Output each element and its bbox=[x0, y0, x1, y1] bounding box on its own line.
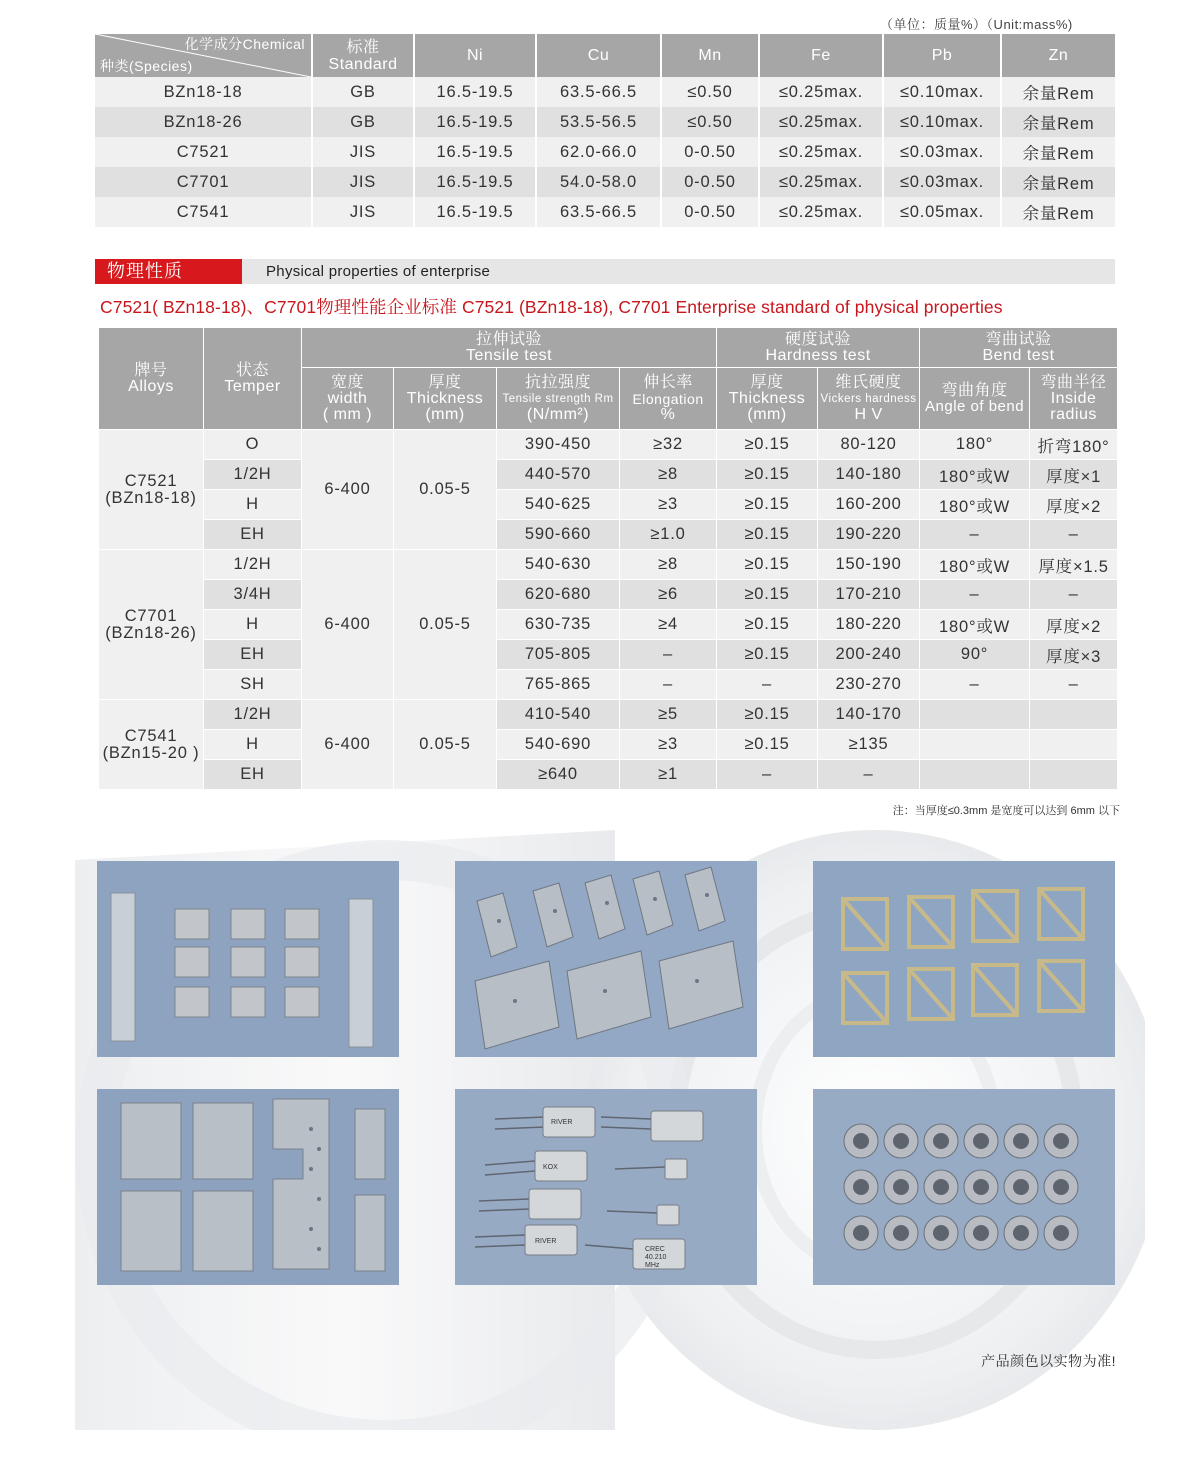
radius-cell: – bbox=[1030, 520, 1118, 550]
pb-header: Pb bbox=[883, 34, 1001, 77]
chem-cell-species: C7701 bbox=[95, 167, 312, 197]
angle-cell bbox=[920, 760, 1030, 790]
strength-cell: 410-540 bbox=[497, 700, 620, 730]
hv-cell: 200-240 bbox=[818, 640, 920, 670]
hv-cell: ≥135 bbox=[818, 730, 920, 760]
angle-cell bbox=[920, 700, 1030, 730]
temper-cell: H bbox=[204, 610, 302, 640]
temper-header: 状态 Temper bbox=[204, 328, 302, 430]
hthick-cell: ≥0.15 bbox=[717, 430, 818, 460]
hthick-cell: ≥0.15 bbox=[717, 610, 818, 640]
radius-cell: 厚度×3 bbox=[1030, 640, 1118, 670]
fe-header: Fe bbox=[759, 34, 883, 77]
photo-eyelets bbox=[813, 1089, 1115, 1285]
eyelet-hole bbox=[853, 1179, 869, 1195]
chem-cell-standard: JIS bbox=[312, 197, 414, 227]
hthick-cell: – bbox=[717, 760, 818, 790]
thickness-cell: 0.05-5 bbox=[394, 550, 497, 700]
radius-cell: 折弯180° bbox=[1030, 430, 1118, 460]
temper-cell: H bbox=[204, 730, 302, 760]
chem-cell-species: BZn18-18 bbox=[95, 77, 312, 107]
unit-note: （单位：质量%）（Unit:mass%) bbox=[880, 17, 1073, 32]
table-row bbox=[99, 640, 1118, 670]
chem-cell-mn: ≤0.50 bbox=[661, 107, 759, 137]
elong-cell: – bbox=[620, 640, 717, 670]
hthick-cell: – bbox=[717, 670, 818, 700]
chem-cell-pb: ≤0.10max. bbox=[883, 77, 1001, 107]
temper-cell: EH bbox=[204, 520, 302, 550]
table-row bbox=[99, 610, 1118, 640]
table-row bbox=[95, 197, 1115, 227]
chemical-composition-table bbox=[95, 34, 1115, 227]
table-row bbox=[99, 520, 1118, 550]
radius-cell: 厚度×1.5 bbox=[1030, 550, 1118, 580]
chem-cell-pb: ≤0.03max. bbox=[883, 137, 1001, 167]
width-cell: 6-400 bbox=[302, 700, 394, 790]
table-row bbox=[99, 580, 1118, 610]
elong-cell: ≥3 bbox=[620, 490, 717, 520]
crystal-label-3: RIVER bbox=[535, 1238, 557, 1245]
elong-cell: ≥8 bbox=[620, 550, 717, 580]
strength-cell: 765-865 bbox=[497, 670, 620, 700]
table-row bbox=[99, 700, 1118, 730]
width-cell: 6-400 bbox=[302, 430, 394, 550]
radius-cell: 厚度×2 bbox=[1030, 490, 1118, 520]
eyelet-hole bbox=[1013, 1225, 1029, 1241]
footnote: 注：当厚度≤0.3mm 是宽度可以达到 6mm 以下 bbox=[892, 805, 1120, 817]
hthick-cell: ≥0.15 bbox=[717, 700, 818, 730]
standard-header: 标准 Standard bbox=[312, 34, 414, 77]
alloys-header: 牌号 Alloys bbox=[99, 328, 204, 430]
chem-cell-mn: ≤0.50 bbox=[661, 77, 759, 107]
hthick-cell: ≥0.15 bbox=[717, 730, 818, 760]
elong-cell: ≥5 bbox=[620, 700, 717, 730]
angle-cell bbox=[920, 730, 1030, 760]
hv-cell: 80-120 bbox=[818, 430, 920, 460]
temper-cell: 1/2H bbox=[204, 460, 302, 490]
chem-cell-ni: 16.5-19.5 bbox=[414, 197, 536, 227]
inside-radius-header: 弯曲半径 Inside radius bbox=[1030, 368, 1118, 430]
thickness-header: 厚度 Thickness (mm) bbox=[394, 368, 497, 430]
chem-cell-ni: 16.5-19.5 bbox=[414, 137, 536, 167]
hthick-cell: ≥0.15 bbox=[717, 640, 818, 670]
physical-properties-table bbox=[98, 327, 1118, 790]
table-row bbox=[99, 760, 1118, 790]
eyelet-hole bbox=[933, 1133, 949, 1149]
eyelet-hole bbox=[973, 1225, 989, 1241]
chem-cell-pb: ≤0.10max. bbox=[883, 107, 1001, 137]
angle-cell: 180°或W bbox=[920, 610, 1030, 640]
chem-cell-pb: ≤0.03max. bbox=[883, 167, 1001, 197]
temper-cell: O bbox=[204, 430, 302, 460]
elong-cell: ≥32 bbox=[620, 430, 717, 460]
radius-cell: 厚度×2 bbox=[1030, 610, 1118, 640]
hv-cell: 140-180 bbox=[818, 460, 920, 490]
radius-cell bbox=[1030, 730, 1118, 760]
chem-cell-zn: 余量Rem bbox=[1001, 167, 1115, 197]
chem-cell-standard: JIS bbox=[312, 137, 414, 167]
chem-cell-species: BZn18-26 bbox=[95, 107, 312, 137]
angle-cell: 180°或W bbox=[920, 550, 1030, 580]
chem-cell-mn: 0-0.50 bbox=[661, 167, 759, 197]
chem-cell-zn: 余量Rem bbox=[1001, 197, 1115, 227]
eyelet-hole bbox=[853, 1225, 869, 1241]
hthick-cell: ≥0.15 bbox=[717, 490, 818, 520]
strength-cell: 440-570 bbox=[497, 460, 620, 490]
table-row bbox=[99, 490, 1118, 520]
angle-cell: 180°或W bbox=[920, 460, 1030, 490]
alloy-sub: (BZn18-26) bbox=[105, 623, 197, 642]
alloy-cell bbox=[99, 700, 204, 790]
strength-cell: 540-625 bbox=[497, 490, 620, 520]
hv-cell: 140-170 bbox=[818, 700, 920, 730]
zn-header: Zn bbox=[1001, 34, 1115, 77]
eyelet-hole bbox=[1053, 1225, 1069, 1241]
table-row bbox=[95, 77, 1115, 107]
hardness-test-header: 硬度试验 Hardness test bbox=[717, 328, 920, 368]
alloy-name: C7541 bbox=[124, 726, 178, 745]
angle-cell: – bbox=[920, 580, 1030, 610]
chem-cell-species: C7541 bbox=[95, 197, 312, 227]
chem-cell-fe: ≤0.25max. bbox=[759, 137, 883, 167]
hv-cell: 160-200 bbox=[818, 490, 920, 520]
hv-cell: – bbox=[818, 760, 920, 790]
vickers-header: 维氏硬度 Vickers hardness H V bbox=[818, 368, 920, 430]
chem-cell-ni: 16.5-19.5 bbox=[414, 77, 536, 107]
angle-cell: 180° bbox=[920, 430, 1030, 460]
hv-cell: 170-210 bbox=[818, 580, 920, 610]
temper-cell: EH bbox=[204, 640, 302, 670]
width-cell: 6-400 bbox=[302, 550, 394, 700]
chem-cell-fe: ≤0.25max. bbox=[759, 197, 883, 227]
angle-of-bend-header: 弯曲角度 Angle of bend bbox=[920, 368, 1030, 430]
chem-cell-zn: 余量Rem bbox=[1001, 137, 1115, 167]
eyelet-hole bbox=[1053, 1179, 1069, 1195]
elong-cell: – bbox=[620, 670, 717, 700]
alloy-name: C7521 bbox=[124, 471, 178, 490]
angle-cell: – bbox=[920, 520, 1030, 550]
table-row bbox=[99, 460, 1118, 490]
photo-stamped-frames bbox=[813, 861, 1115, 1057]
table-row bbox=[99, 430, 1118, 460]
chem-cell-zn: 余量Rem bbox=[1001, 107, 1115, 137]
width-header: 宽度 width ( mm ) bbox=[302, 368, 394, 430]
alloy-sub: (BZn18-18) bbox=[105, 488, 197, 507]
chem-cell-species: C7521 bbox=[95, 137, 312, 167]
chem-cell-standard: GB bbox=[312, 107, 414, 137]
strength-cell: ≥640 bbox=[497, 760, 620, 790]
hv-cell: 150-190 bbox=[818, 550, 920, 580]
tensile-strength-header: 抗拉强度 Tensile strength Rm (N/mm²) bbox=[497, 368, 620, 430]
strength-cell: 630-735 bbox=[497, 610, 620, 640]
radius-cell bbox=[1030, 760, 1118, 790]
temper-cell: 3/4H bbox=[204, 580, 302, 610]
temper-cell: 1/2H bbox=[204, 550, 302, 580]
eyelet-hole bbox=[1013, 1133, 1029, 1149]
hthick-cell: ≥0.15 bbox=[717, 550, 818, 580]
strength-cell: 590-660 bbox=[497, 520, 620, 550]
alloy-name: C7701 bbox=[124, 606, 178, 625]
temper-cell: H bbox=[204, 490, 302, 520]
strength-cell: 540-630 bbox=[497, 550, 620, 580]
ni-header: Ni bbox=[414, 34, 536, 77]
section-bar bbox=[95, 259, 1115, 284]
chem-cell-cu: 54.0-58.0 bbox=[536, 167, 661, 197]
table-row bbox=[95, 137, 1115, 167]
chem-cell-fe: ≤0.25max. bbox=[759, 77, 883, 107]
species-header-top: 化学成分Chemical bbox=[184, 36, 305, 52]
species-header bbox=[95, 34, 312, 77]
table-row bbox=[99, 550, 1118, 580]
strength-cell: 705-805 bbox=[497, 640, 620, 670]
hthick-cell: ≥0.15 bbox=[717, 580, 818, 610]
chem-cell-pb: ≤0.05max. bbox=[883, 197, 1001, 227]
radius-cell bbox=[1030, 700, 1118, 730]
chem-cell-fe: ≤0.25max. bbox=[759, 167, 883, 197]
elong-cell: ≥3 bbox=[620, 730, 717, 760]
section-title-en: Physical properties of enterprise bbox=[266, 263, 491, 280]
radius-cell: – bbox=[1030, 580, 1118, 610]
eyelet-hole bbox=[1053, 1133, 1069, 1149]
strength-cell: 540-690 bbox=[497, 730, 620, 760]
elong-cell: ≥8 bbox=[620, 460, 717, 490]
photo-shield-panels bbox=[97, 1089, 399, 1285]
chem-cell-cu: 63.5-66.5 bbox=[536, 77, 661, 107]
radius-cell: – bbox=[1030, 670, 1118, 700]
hthick-cell: ≥0.15 bbox=[717, 460, 818, 490]
chem-cell-cu: 62.0-66.0 bbox=[536, 137, 661, 167]
eyelet-hole bbox=[853, 1133, 869, 1149]
chem-cell-fe: ≤0.25max. bbox=[759, 107, 883, 137]
bend-test-header: 弯曲试验 Bend test bbox=[920, 328, 1118, 368]
crystal-label-4c: MHz bbox=[645, 1262, 660, 1269]
eyelet-hole bbox=[933, 1179, 949, 1195]
crystal-label-4b: 40.210 bbox=[645, 1254, 667, 1261]
hv-cell: 180-220 bbox=[818, 610, 920, 640]
eyelet-hole bbox=[893, 1225, 909, 1241]
temper-cell: EH bbox=[204, 760, 302, 790]
bottom-note: 产品颜色以实物为准! bbox=[981, 1353, 1116, 1369]
chem-cell-cu: 63.5-66.5 bbox=[536, 197, 661, 227]
thickness-cell: 0.05-5 bbox=[394, 700, 497, 790]
table-row bbox=[95, 107, 1115, 137]
thickness-cell: 0.05-5 bbox=[394, 430, 497, 550]
tensile-test-header: 拉伸试验 Tensile test bbox=[302, 328, 717, 368]
table-row bbox=[95, 167, 1115, 197]
chem-cell-ni: 16.5-19.5 bbox=[414, 167, 536, 197]
elong-cell: ≥1.0 bbox=[620, 520, 717, 550]
alloy-cell bbox=[99, 550, 204, 700]
chem-cell-cu: 53.5-56.5 bbox=[536, 107, 661, 137]
chem-cell-mn: 0-0.50 bbox=[661, 197, 759, 227]
angle-cell: 90° bbox=[920, 640, 1030, 670]
table-row bbox=[99, 730, 1118, 760]
crystal-label-1: RIVER bbox=[551, 1119, 573, 1126]
temper-cell: SH bbox=[204, 670, 302, 700]
alloy-sub: (BZn15-20 ) bbox=[102, 743, 200, 762]
eyelet-hole bbox=[1013, 1179, 1029, 1195]
elong-cell: ≥4 bbox=[620, 610, 717, 640]
temper-cell: 1/2H bbox=[204, 700, 302, 730]
alloy-cell bbox=[99, 430, 204, 550]
hv-cell: 190-220 bbox=[818, 520, 920, 550]
eyelet-hole bbox=[973, 1133, 989, 1149]
chem-cell-mn: 0-0.50 bbox=[661, 137, 759, 167]
physical-properties-subtitle: C7521( BZn18-18)、C7701物理性能企业标准 C7521 (BZn18-18), C7701 Enterprise standard of physical properties bbox=[100, 297, 1003, 317]
crystal-label-2: KOX bbox=[543, 1164, 558, 1171]
strength-cell: 620-680 bbox=[497, 580, 620, 610]
hv-cell: 230-270 bbox=[818, 670, 920, 700]
strength-cell: 390-450 bbox=[497, 430, 620, 460]
eyelet-hole bbox=[893, 1179, 909, 1195]
angle-cell: 180°或W bbox=[920, 490, 1030, 520]
photo-shield-covers bbox=[97, 861, 399, 1057]
hardness-thickness-header: 厚度 Thickness (mm) bbox=[717, 368, 818, 430]
cu-header: Cu bbox=[536, 34, 661, 77]
angle-cell: – bbox=[920, 670, 1030, 700]
eyelet-hole bbox=[933, 1225, 949, 1241]
eyelet-hole bbox=[893, 1133, 909, 1149]
crystal-label-4: CREC bbox=[645, 1246, 665, 1253]
photo-crystal-oscillators bbox=[455, 1089, 757, 1285]
mn-header: Mn bbox=[661, 34, 759, 77]
photo-perforated-cages bbox=[455, 861, 757, 1057]
chem-cell-standard: JIS bbox=[312, 167, 414, 197]
chem-cell-ni: 16.5-19.5 bbox=[414, 107, 536, 137]
chem-cell-standard: GB bbox=[312, 77, 414, 107]
elong-cell: ≥1 bbox=[620, 760, 717, 790]
eyelet-hole bbox=[973, 1179, 989, 1195]
radius-cell: 厚度×1 bbox=[1030, 460, 1118, 490]
hthick-cell: ≥0.15 bbox=[717, 520, 818, 550]
table-row bbox=[99, 670, 1118, 700]
elongation-header: 伸长率 Elongation % bbox=[620, 368, 717, 430]
chem-cell-zn: 余量Rem bbox=[1001, 77, 1115, 107]
elong-cell: ≥6 bbox=[620, 580, 717, 610]
section-title-cn: 物理性质 bbox=[95, 259, 242, 284]
species-header-bottom: 种类(Species) bbox=[100, 58, 193, 74]
